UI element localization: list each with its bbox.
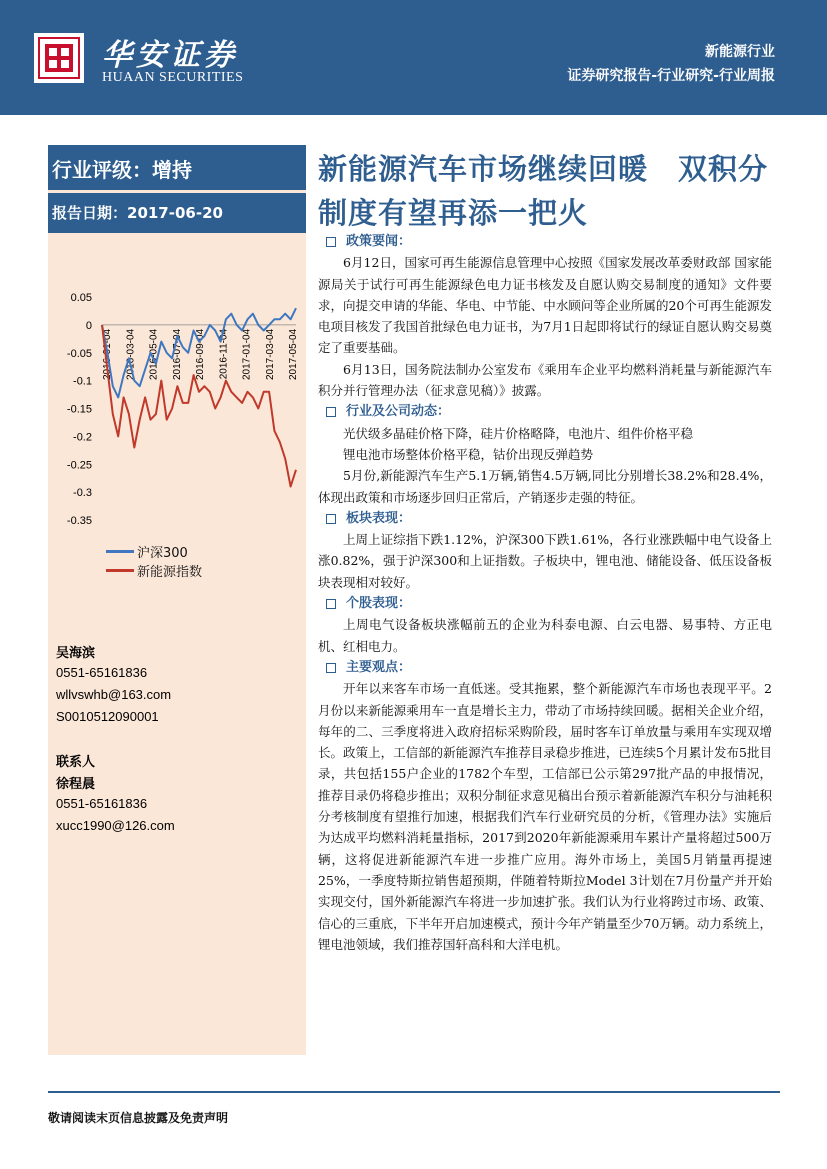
paragraph: 5月份,新能源汽车生产5.1万辆,销售4.5万辆,同比分别增长38.2%和28.4%，体现出政策和市场逐步回归正常后，产销逐步走强的特征。: [318, 468, 772, 505]
chart-svg: [48, 285, 306, 585]
company-name-cn: 华安证券: [102, 38, 238, 73]
analyst-cert: S0010512090001: [56, 709, 159, 724]
y-tick-label: -0.25: [66, 459, 92, 472]
page-header: [0, 0, 827, 115]
y-tick-label: 0.05: [70, 292, 92, 304]
contact-label: 联系人: [56, 755, 96, 770]
report-body: [318, 231, 772, 955]
report-type-label: 证券研究报告-行业研究-行业周报: [567, 68, 775, 84]
rating-bar: [48, 145, 306, 190]
x-tick-label: 2017-01-04: [241, 328, 253, 381]
contact-email[interactable]: xucc1990@126.com: [56, 818, 175, 833]
x-tick-label: 2016-05-04: [148, 328, 160, 381]
y-tick-label: 0: [85, 319, 92, 332]
analyst-name: 吴海滨: [56, 646, 96, 661]
section-heading-text: 主要观点：: [346, 659, 412, 675]
section-heading: [318, 657, 772, 678]
checkbox-bullet-icon: [326, 663, 336, 673]
paragraph: 锂电池市场整体价格平稳，钴价出现反弹趋势: [343, 446, 594, 462]
y-tick-label: -0.2: [73, 431, 92, 444]
x-tick-label: 2016-01-04: [102, 328, 113, 381]
footer-divider: [48, 1091, 780, 1093]
sector-label: 新能源行业: [705, 44, 775, 60]
y-tick-label: -0.15: [66, 403, 92, 416]
industry-rating: 行业评级：增持: [52, 158, 192, 182]
y-tick-label: -0.1: [73, 375, 92, 388]
paragraph: 6月12日，国家可再生能源信息管理中心按照《国家发展改革委财政部 国家能源局关于试行可再生能源绿色电力证书核发及自愿认购交易制度的通知》文件要求，向提交申请的华能、华电、中节能、中水顾问等企业所属的20个可再生能源发电项目核发了我国首批绿色电力证书，为7月1日起即将试行的绿证自愿认购交易奠定了重要基础。: [318, 255, 772, 356]
x-tick-label: 2016-03-04: [125, 328, 137, 381]
logo-icon: [34, 33, 84, 83]
paragraph: 6月13日，国务院法制办公室发布《乘用车企业平均燃料消耗量与新能源汽车积分并行管理办法（征求意见稿）》披露。: [318, 361, 772, 399]
legend-label: 新能源指数: [137, 565, 203, 580]
legend-label: 沪深300: [137, 546, 188, 561]
section-heading-text: 政策要闻：: [346, 234, 412, 249]
section-heading-text: 个股表现：: [346, 596, 412, 612]
x-tick-label: 2016-11-04: [218, 328, 230, 380]
contact-phone: 0551-65161836: [56, 796, 148, 811]
paragraph: 上周电气设备板块涨幅前五的企业为科泰电源、白云电器、易事特、方正电机、红相电力。: [318, 617, 772, 654]
x-tick-label: 2017-05-04: [288, 328, 299, 381]
checkbox-bullet-icon: [326, 237, 336, 247]
paragraph: 上周上证综指下跌1.12%，沪深300下跌1.61%，各行业涨跌幅中电气设备上涨0.82%，强于沪深300和上证指数。子板块中，锂电池、储能设备、低压设备板块表现相对较好。: [318, 532, 772, 590]
y-tick-label: -0.35: [66, 515, 92, 527]
x-tick-label: 2017-03-04: [264, 328, 276, 381]
y-tick-label: -0.3: [73, 487, 92, 500]
legend-swatch-blue: [106, 550, 134, 553]
section-heading: [318, 231, 772, 252]
y-tick-label: -0.05: [66, 347, 92, 360]
checkbox-bullet-icon: [326, 407, 336, 417]
x-tick-label: 2016-09-04: [195, 328, 206, 381]
section-heading-text: 板块表现：: [346, 510, 412, 526]
performance-chart: [48, 285, 306, 585]
report-title: 新能源汽车市场继续回暖 双积分制度有望再添一把火: [318, 152, 769, 230]
paragraph: 开年以来客车市场一直低迷。受其拖累，整个新能源汽车市场也表现平平。2月份以来新能源乘用车一直是增长主力，带动了市场持续回暖。据相关企业介绍，每年的二、三季度将进入政府招标采购阶段，届时客车订单放量与乘用车实现双增长。政策上，工信部的新能源汽车推荐目录稳步推进，已连续5个月累计发布5批目录，共包括155户企业的1782个车型，工信部已公示第297批产品的申报情况，推荐目录仍将稳步推出；双积分制征求意见稿出台预示着新能源汽车积分与油耗积分考核制度有望推行加速，根据我们汽车行业研究员的分析，《管理办法》实施后为达成平均燃料消耗量指标，2017到2020年新能源乘用车累计产量将超过500万辆，这将促进新能源汽车进一步推广应用。海外市场上，美国5月销量再提速25%，一季度特斯拉销售超预期，伴随着特斯拉Model 3计划在7月份量产并开始实现交付，国外新能源汽车将进一步加速扩张。我们认为行业将跨过市场、政策、信心的三重底，下半年开启加速模式，预计今年产销量至少70万辆。动力系统上，锂电池领域，我们推荐国轩高科和大洋电机。: [318, 681, 772, 952]
section-heading: [318, 593, 772, 614]
section-heading: [318, 401, 772, 422]
legend-item-newenergy: [106, 561, 202, 580]
legend-item-hs300: [106, 542, 188, 561]
x-tick-label: 2016-07-04: [171, 328, 183, 381]
legend-swatch-red: [106, 569, 134, 572]
disclaimer-note: 敬请阅读末页信息披露及免责声明: [48, 1111, 229, 1125]
section-heading-text: 行业及公司动态：: [346, 404, 451, 420]
analyst-phone: 0551-65161836: [56, 665, 148, 680]
checkbox-bullet-icon: [326, 514, 336, 524]
date-bar: [48, 193, 306, 233]
section-heading: [318, 508, 772, 529]
sidebar: [48, 145, 306, 1055]
analyst-email[interactable]: wllvswhb@163.com: [56, 687, 172, 702]
contact-name: 徐程晨: [56, 777, 96, 792]
chart-legend: [106, 542, 306, 580]
report-date: 报告日期：2017-06-20: [52, 204, 223, 222]
company-name-en: HUAAN SECURITIES: [102, 70, 244, 85]
paragraph: 光伏级多晶硅价格下降，硅片价格略降，电池片、组件价格平稳: [343, 425, 694, 441]
checkbox-bullet-icon: [326, 599, 336, 609]
